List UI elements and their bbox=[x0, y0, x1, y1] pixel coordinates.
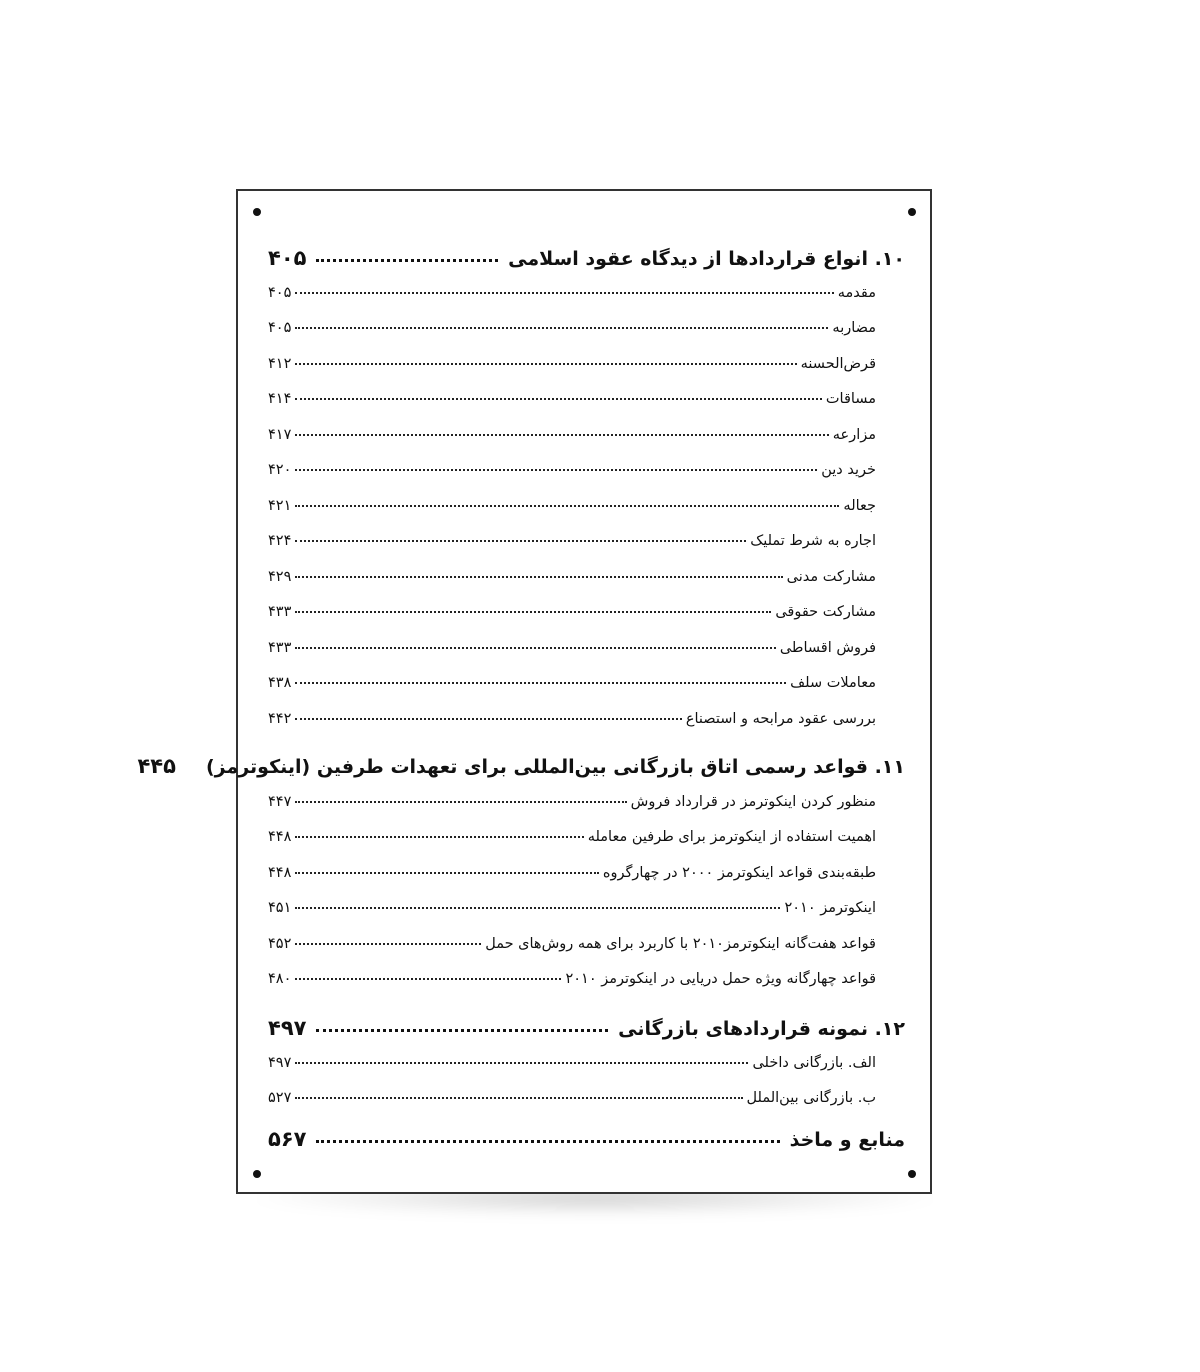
chapter-page-number: ۵۶۷ bbox=[268, 1127, 307, 1151]
dot-leader bbox=[295, 647, 775, 649]
toc-entry bbox=[268, 829, 876, 845]
entry-title: مقدمه bbox=[837, 285, 876, 301]
toc-entry bbox=[268, 391, 876, 407]
toc-entry bbox=[268, 971, 876, 987]
dot-leader bbox=[295, 576, 782, 578]
chapter-title: ۱۰. انواع قراردادها از دیدگاه عقود اسلامی bbox=[508, 248, 905, 270]
chapter-11-heading bbox=[137, 754, 905, 778]
dot-leader bbox=[295, 978, 561, 980]
entry-page-number: ۴۴۸ bbox=[268, 829, 292, 845]
chapter-12-heading bbox=[268, 1016, 905, 1040]
entry-title: معاملات سلف bbox=[790, 675, 876, 691]
entry-page-number: ۴۸۰ bbox=[268, 971, 292, 987]
toc-entry bbox=[268, 865, 876, 881]
entry-page-number: ۴۲۱ bbox=[268, 498, 292, 514]
toc-entry bbox=[268, 1055, 876, 1071]
entry-title: بررسی عقود مرابحه و استصناع bbox=[685, 711, 876, 727]
entry-page-number: ۴۴۷ bbox=[268, 794, 292, 810]
entry-page-number: ۴۲۰ bbox=[268, 462, 292, 478]
toc-entry bbox=[268, 533, 876, 549]
dot-leader bbox=[295, 801, 626, 803]
entry-page-number: ۴۰۵ bbox=[268, 320, 292, 336]
entry-title: جعاله bbox=[843, 498, 876, 514]
toc-entry bbox=[268, 498, 876, 514]
toc-entry bbox=[268, 462, 876, 478]
dot-leader bbox=[316, 1029, 608, 1032]
dot-leader bbox=[295, 718, 681, 720]
entry-title: مساقات bbox=[825, 391, 876, 407]
toc-entry bbox=[268, 640, 876, 656]
entry-title: قرض‌الحسنه bbox=[800, 356, 876, 372]
dot-leader bbox=[295, 836, 583, 838]
dot-leader bbox=[295, 363, 796, 365]
entry-page-number: ۴۱۷ bbox=[268, 427, 292, 443]
entry-title: مشارکت مدنی bbox=[786, 569, 876, 585]
toc-entry bbox=[268, 900, 876, 916]
entry-title: اینکوترمز ۲۰۱۰ bbox=[784, 900, 876, 916]
toc-entry bbox=[268, 711, 876, 727]
entry-page-number: ۴۴۲ bbox=[268, 711, 292, 727]
dot-leader bbox=[295, 540, 746, 542]
entry-title: اهمیت استفاده از اینکوترمز برای طرفین معامله bbox=[587, 829, 876, 845]
entry-title: منظور کردن اینکوترمز در قرارداد فروش bbox=[630, 794, 876, 810]
dot-leader bbox=[295, 327, 828, 329]
entry-page-number: ۴۲۹ bbox=[268, 569, 292, 585]
chapter-page-number: ۴۴۵ bbox=[137, 754, 176, 778]
entry-page-number: ۴۹۷ bbox=[268, 1055, 292, 1071]
dot-leader bbox=[186, 767, 196, 770]
toc-entry bbox=[268, 1090, 876, 1106]
dot-leader bbox=[316, 259, 498, 262]
chapter-title: منابع و ماخذ bbox=[789, 1129, 905, 1151]
toc-entry bbox=[268, 794, 876, 810]
entry-title: الف. بازرگانی داخلی bbox=[752, 1055, 876, 1071]
entry-title: قواعد چهارگانه ویژه حمل دریایی در اینکوترمز ۲۰۱۰ bbox=[565, 971, 876, 987]
entry-title: طبقه‌بندی قواعد اینکوترمز ۲۰۰۰ در چهارگروه bbox=[602, 865, 876, 881]
entry-page-number: ۴۴۸ bbox=[268, 865, 292, 881]
dot-leader bbox=[295, 292, 833, 294]
entry-title: قواعد هفت‌گانه اینکوترمز۲۰۱۰ با کاربرد برای همه روش‌های حمل bbox=[485, 936, 876, 952]
entry-title: مشارکت حقوقی bbox=[775, 604, 876, 620]
toc-page-frame bbox=[137, 189, 932, 1194]
chapter-title: ۱۲. نمونه قراردادهای بازرگانی bbox=[618, 1018, 905, 1040]
dot-leader bbox=[295, 943, 481, 945]
entry-page-number: ۴۳۳ bbox=[268, 604, 292, 620]
dot-leader bbox=[295, 611, 771, 613]
corner-dot bbox=[253, 1170, 261, 1178]
toc-entry bbox=[268, 675, 876, 691]
dot-leader bbox=[295, 872, 599, 874]
entry-page-number: ۴۵۱ bbox=[268, 900, 292, 916]
dot-leader bbox=[295, 682, 786, 684]
toc-entry bbox=[268, 569, 876, 585]
entry-page-number: ۴۳۸ bbox=[268, 675, 292, 691]
chapter-page-number: ۴۹۷ bbox=[268, 1016, 307, 1040]
entry-title: مزارعه bbox=[832, 427, 876, 443]
entry-title: اجاره به شرط تملیک bbox=[750, 533, 876, 549]
dot-leader bbox=[295, 398, 822, 400]
entry-page-number: ۵۲۷ bbox=[268, 1090, 292, 1106]
entry-title: ب. بازرگانی بین‌الملل bbox=[746, 1090, 876, 1106]
dot-leader bbox=[295, 907, 780, 909]
entry-title: مضاربه bbox=[832, 320, 876, 336]
chapter-10-heading bbox=[268, 246, 905, 270]
entry-title: فروش اقساطی bbox=[779, 640, 876, 656]
chapter-title: ۱۱. قواعد رسمی اتاق بازرگانی بین‌المللی برای تعهدات طرفین (اینکوترمز) bbox=[205, 756, 905, 778]
entry-page-number: ۴۵۲ bbox=[268, 936, 292, 952]
toc-entry bbox=[268, 285, 876, 301]
entry-page-number: ۴۰۵ bbox=[268, 285, 292, 301]
entry-page-number: ۴۲۴ bbox=[268, 533, 292, 549]
entry-page-number: ۴۳۳ bbox=[268, 640, 292, 656]
toc-entry bbox=[268, 936, 876, 952]
entry-title: خرید دین bbox=[821, 462, 876, 478]
dot-leader bbox=[295, 1062, 748, 1064]
references-heading bbox=[268, 1127, 905, 1151]
dot-leader bbox=[295, 1097, 742, 1099]
dot-leader bbox=[295, 469, 817, 471]
toc-entry bbox=[268, 427, 876, 443]
dot-leader bbox=[316, 1140, 779, 1143]
dot-leader bbox=[295, 434, 828, 436]
corner-dot bbox=[253, 208, 261, 216]
toc-entry bbox=[268, 320, 876, 336]
entry-page-number: ۴۱۲ bbox=[268, 356, 292, 372]
dot-leader bbox=[295, 505, 839, 507]
toc-entry bbox=[268, 604, 876, 620]
chapter-page-number: ۴۰۵ bbox=[268, 246, 307, 270]
toc-entry bbox=[268, 356, 876, 372]
entry-page-number: ۴۱۴ bbox=[268, 391, 292, 407]
corner-dot bbox=[908, 208, 916, 216]
corner-dot bbox=[908, 1170, 916, 1178]
